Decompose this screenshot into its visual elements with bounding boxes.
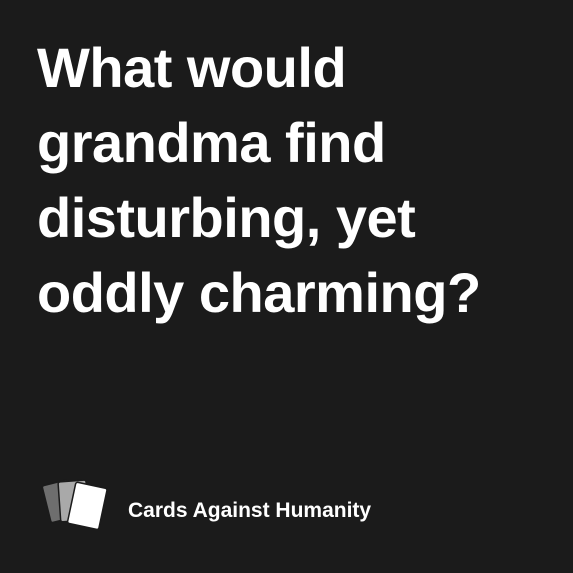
- card-prompt: [37, 30, 537, 330]
- brand-name: Cards Against Humanity: [128, 499, 372, 522]
- prompt-line-3: disturbing, yet: [37, 186, 416, 249]
- prompt-line-2: grandma find: [37, 111, 386, 174]
- brand-footer: [40, 476, 400, 536]
- prompt-line-1: What would: [37, 36, 347, 99]
- prompt-line-4: oddly charming?: [37, 261, 481, 324]
- stacked-cards-icon: [40, 476, 120, 536]
